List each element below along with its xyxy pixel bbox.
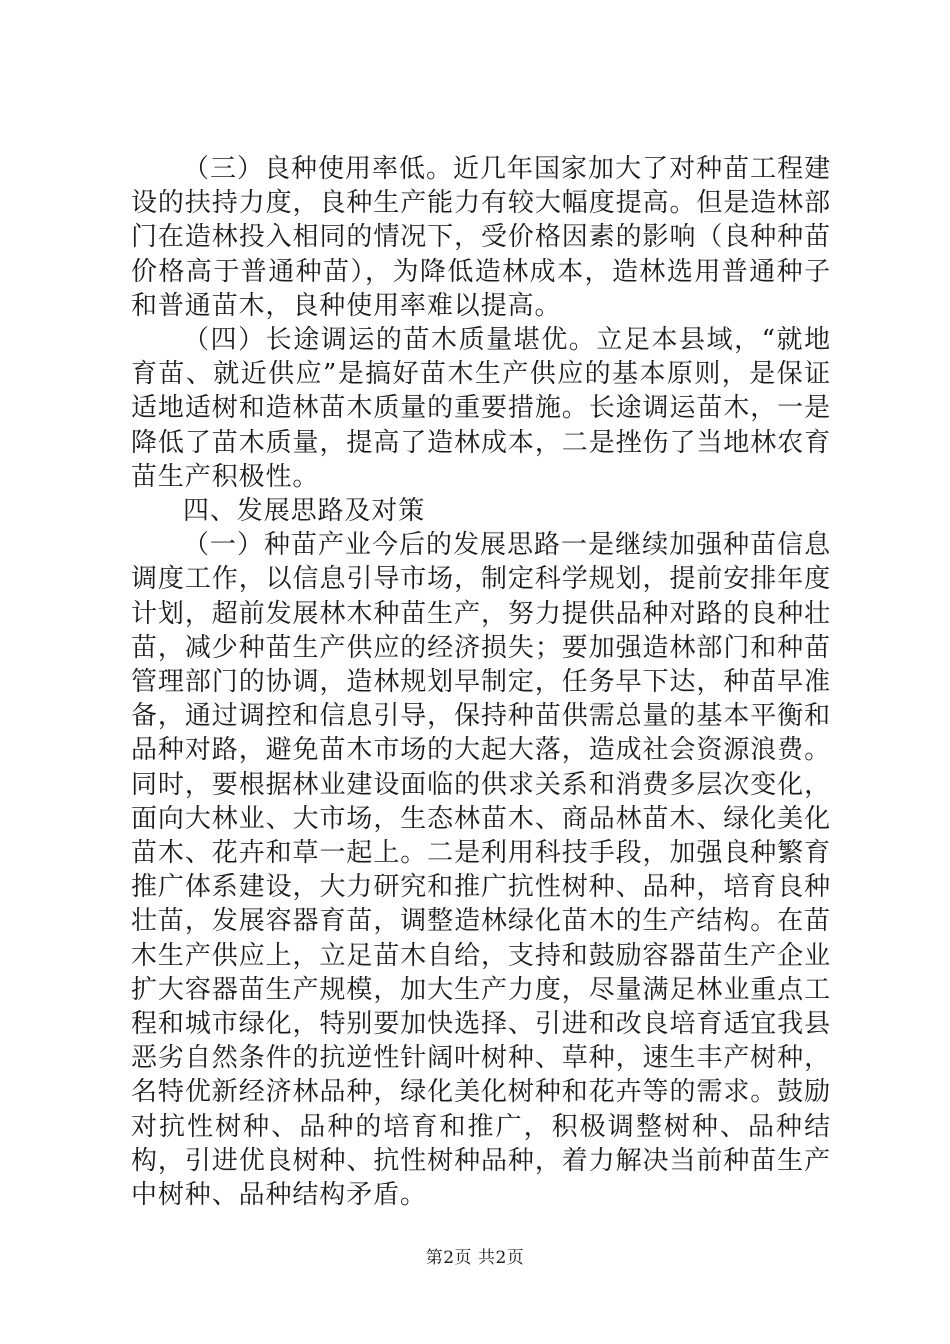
page-footer: 第2页 共2页 — [425, 1248, 525, 1268]
section-heading-development: 四、发展思路及对策 — [183, 496, 426, 527]
paragraph-seed-usage: （三）良种使用率低。近几年国家加大了对种苗工程建设的扶持力度，良种生产能力有较大幅度提高。但是造林部门在造林投入相同的情况下，受价格因素的影响（良种种苗价格高于普通种苗），为降低造林成本，造林选用普通种子和普通苗木，良种使用率难以提高。 — [131, 154, 831, 321]
paragraph-development-ideas: （一）种苗产业今后的发展思路一是继续加强种苗信息调度工作，以信息引导市场，制定科学规划，提前安排年度计划，超前发展林木种苗生产，努力提供品种对路的良种壮苗，减少种苗生产供应的经济损失；要加强造林部门和种苗管理部门的协调，造林规划早制定，任务早下达，种苗早准备，通过调控和信息引导，保持种苗供需总量的基本平衡和品种对路，避免苗木市场的大起大落，造成社会资源浪费。同时，要根据林业建设面临的供求关系和消费多层次变化，面向大林业、大市场，生态林苗木、商品林苗木、绿化美化苗木、花卉和草一起上。二是利用科技手段，加强良种繁育推广体系建设，大力研究和推广抗性树种、品种，培育良种壮苗，发展容器育苗，调整造林绿化苗木的生产结构。在苗木生产供应上，立足苗木自给，支持和鼓励容器苗生产企业扩大容器苗生产规模，加大生产力度，尽量满足林业重点工程和城市绿化，特别要加快选择、引进和改良培育适宜我县恶劣自然条件的抗逆性针阔叶树种、草种，速生丰产树种，名特优新经济林品种，绿化美化树种和花卉等的需求。鼓励对抗性树种、品种的培育和推广，积极调整树种、品种结构，引进优良树种、抗性树种品种，着力解决当前种苗生产中树种、品种结构矛盾。 — [131, 530, 831, 1211]
paragraph-long-transport: （四）长途调运的苗木质量堪优。立足本县域，“就地育苗、就近供应”是搞好苗木生产供应的基本原则，是保证适地适树和造林苗木质量的重要措施。长途调运苗木，一是降低了苗木质量，提高了造林成本，二是挫伤了当地林农育苗生产积极性。 — [131, 325, 831, 492]
document-body — [131, 152, 831, 1212]
